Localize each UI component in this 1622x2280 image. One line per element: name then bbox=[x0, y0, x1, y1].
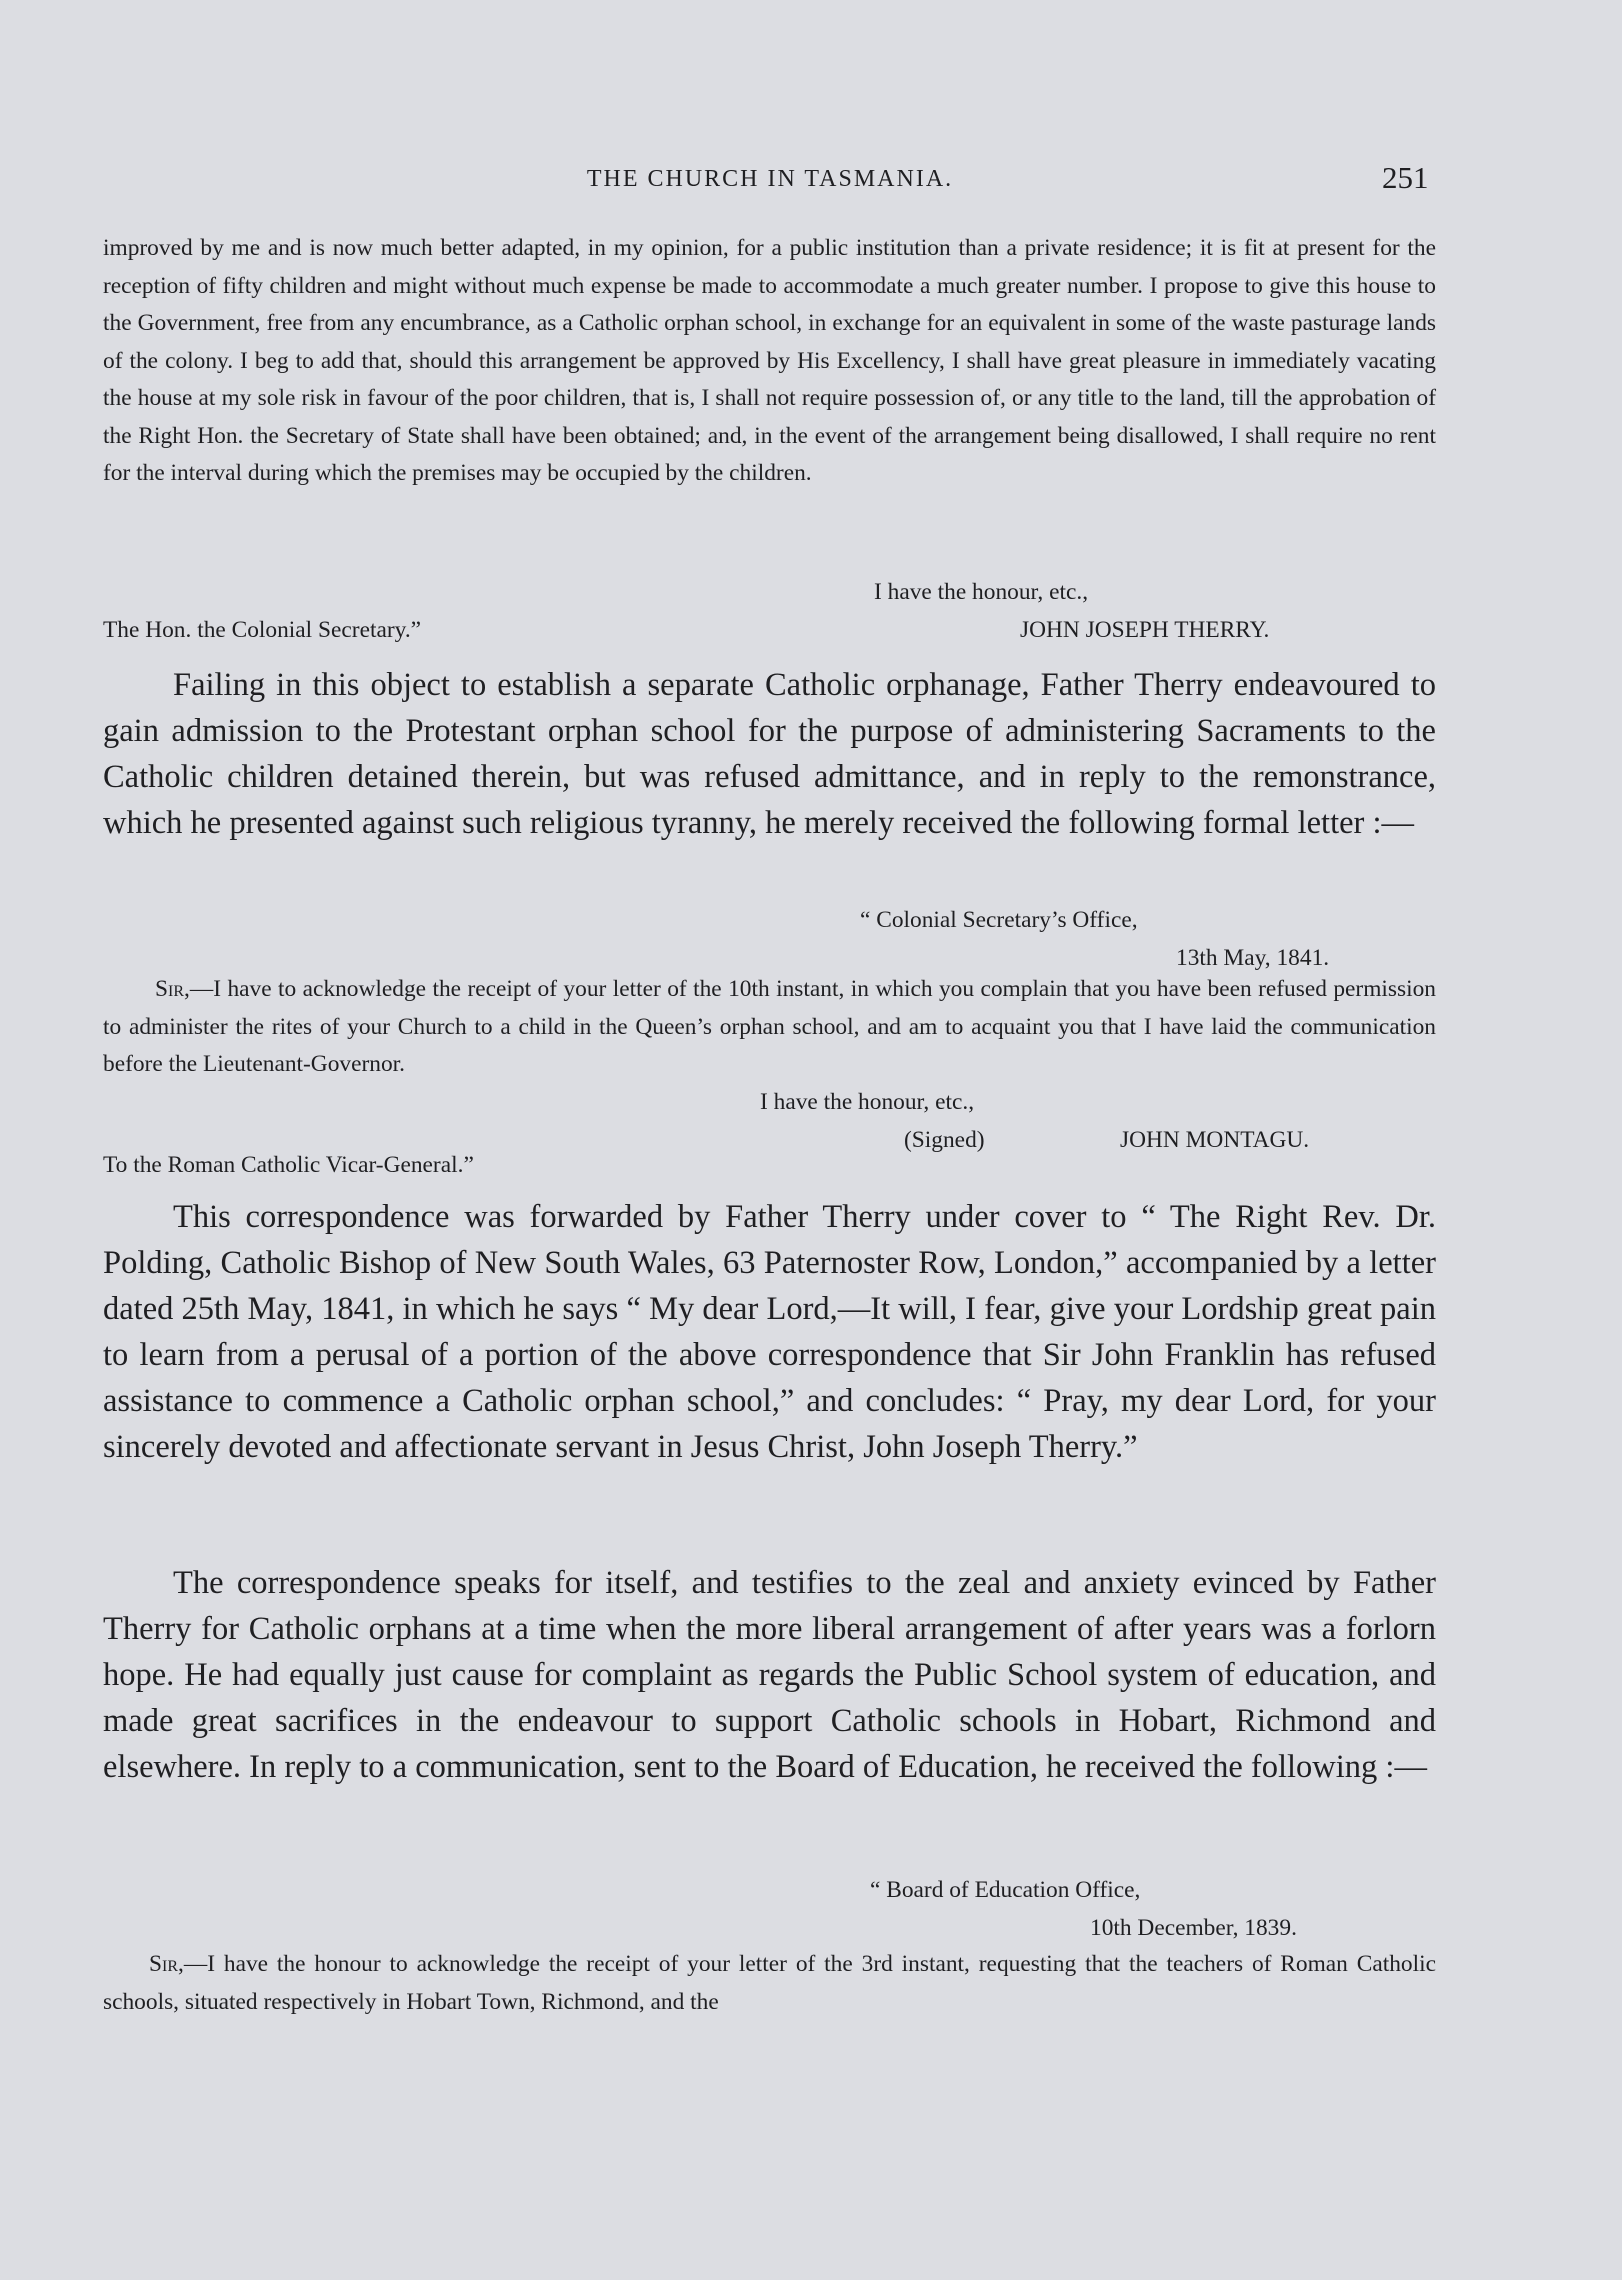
letter-1-body: improved by me and is now much better adapted, in my opinion, for a public institution than a private residence; it is fit at present for the reception of fifty children and might without much expense be made to accommodate a much greater number. I propose to give this house to the Government, free from any encumbrance, as a Catholic orphan school, in exchange for an equivalent in some of the waste pasturage lands of the colony. I beg to add that, should this arrangement be approved by His Excellency, I shall have great pleasure in immediately vacating the house at my sole risk in favour of the poor children, that is, I shall not require possession of, or any title to the land, till the approbation of the Right Hon. the Secretary of State shall have been obtained; and, in the event of the arrangement being disallowed, I shall require no rent for the interval during which the premises may be occupied by the children. bbox=[103, 235, 1436, 486]
letter-2-body: —I have to acknowledge the receipt of your letter of the 10th instant, in which you complain that you have been refused permission to administer the rites of your Church to a child in the Queen’s orphan school, and am to acquaint you that I have laid the communication before the Lieutenant-Governor. bbox=[103, 976, 1436, 1077]
running-head bbox=[0, 160, 1622, 196]
letter-2-signature: JOHN MONTAGU. bbox=[1120, 1127, 1310, 1153]
letter-2-addressee: To the Roman Catholic Vicar-General.” bbox=[103, 1152, 474, 1178]
letter-3 bbox=[103, 1946, 1436, 2021]
page-number: 251 bbox=[1382, 160, 1429, 195]
running-title: THE CHURCH IN TASMANIA. bbox=[586, 166, 954, 192]
letter-1 bbox=[103, 230, 1436, 493]
letter-2-signed: (Signed) bbox=[904, 1127, 985, 1153]
letter-1-closing: I have the honour, etc., bbox=[874, 579, 1089, 605]
paragraph-2 bbox=[103, 1194, 1436, 1470]
letter-1-addressee: The Hon. the Colonial Secretary.” bbox=[103, 617, 422, 643]
letter-3-date: 10th December, 1839. bbox=[1090, 1915, 1297, 1941]
letter-2-salutation: Sir, bbox=[155, 976, 190, 1002]
letter-1-signature: JOHN JOSEPH THERRY. bbox=[1020, 617, 1270, 643]
letter-3-body-para bbox=[103, 1946, 1436, 2021]
letter-2-body-para bbox=[103, 971, 1436, 1084]
paragraph-2-text: This correspondence was forwarded by Father Therry under cover to “ The Right Rev. Dr. Polding, Catholic Bishop of New South Wales, 63 Paternoster Row, London,” accompanied by a letter dated 25th May, 1841, in which he says “ My dear Lord,—It will, I fear, give your Lordship great pain to learn from a perusal of a portion of the above correspondence that Sir John Franklin has refused assistance to commence a Catholic orphan school,” and concludes: “ Pray, my dear Lord, for your sincerely devoted and affectionate servant in Jesus Christ, John Joseph Therry.” bbox=[103, 1199, 1436, 1465]
letter-2 bbox=[103, 971, 1436, 1084]
letter-2-date: 13th May, 1841. bbox=[1176, 945, 1330, 971]
letter-3-salutation: Sir, bbox=[149, 1951, 184, 1977]
letter-3-office: “ Board of Education Office, bbox=[870, 1877, 1141, 1903]
paragraph-1-text: Failing in this object to establish a separate Catholic orphanage, Father Therry endeavoured to gain admission to the Protestant orphan school for the purpose of administering Sacraments to the Catholic children detained therein, but was refused admittance, and in reply to the remonstrance, which he presented against such religious tyranny, he merely received the following formal letter :— bbox=[103, 667, 1436, 841]
letter-2-office: “ Colonial Secretary’s Office, bbox=[860, 907, 1138, 933]
letter-2-closing: I have the honour, etc., bbox=[760, 1089, 975, 1115]
paragraph-3-text: The correspondence speaks for itself, and testifies to the zeal and anxiety evinced by Father Therry for Catholic orphans at a time when the more liberal arrangement of after years was a forlorn hope. He had equally just cause for complaint as regards the Public School system of education, and made great sacrifices in the endeavour to support Catholic schools in Hobart, Richmond and elsewhere. In reply to a communication, sent to the Board of Education, he received the following :— bbox=[103, 1565, 1436, 1785]
paragraph-3 bbox=[103, 1560, 1436, 1790]
letter-3-body: —I have the honour to acknowledge the receipt of your letter of the 3rd instant, requesting that the teachers of Roman Catholic schools, situated respectively in Hobart Town, Richmond, and the bbox=[103, 1951, 1436, 2015]
paragraph-1 bbox=[103, 662, 1436, 846]
